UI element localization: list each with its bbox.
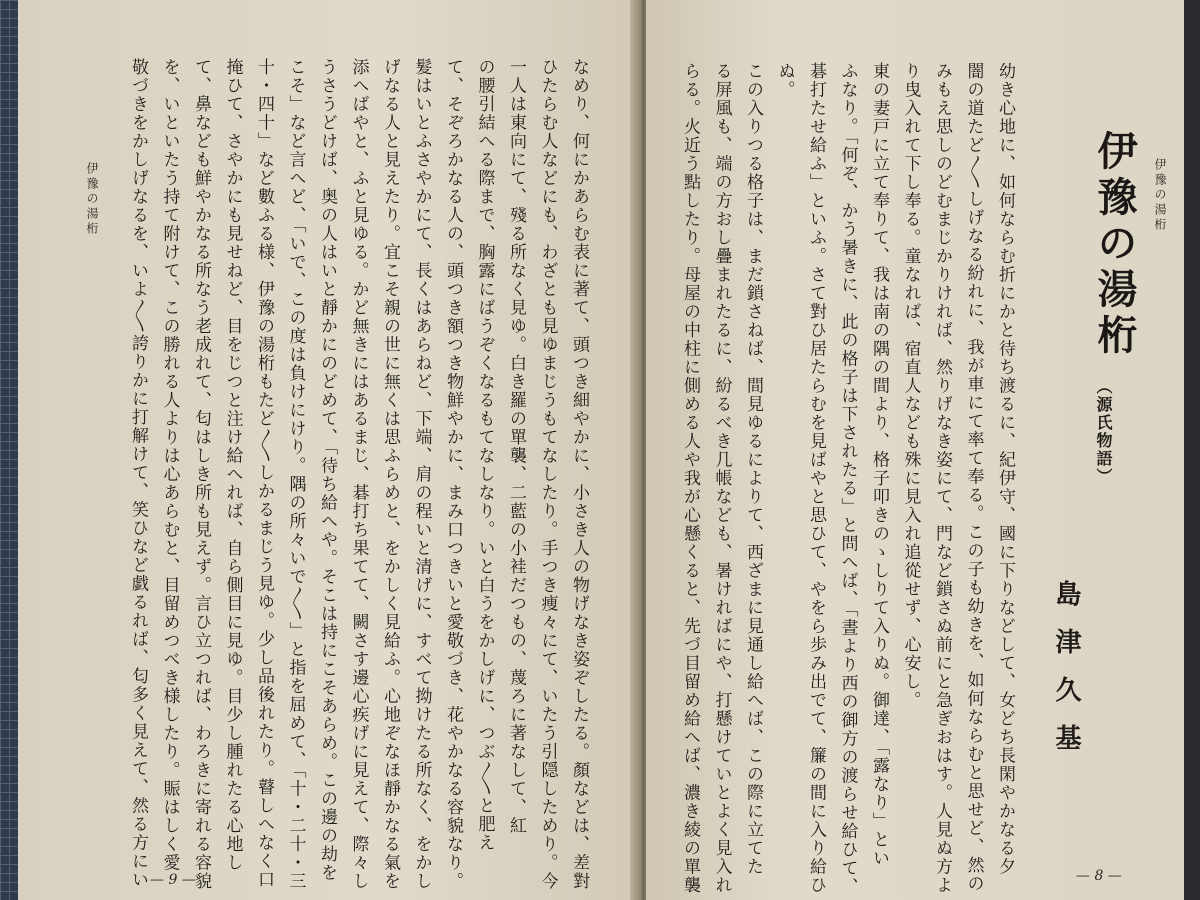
author-name: 島津久基 [1051,580,1081,772]
text-column: る屏風も、端の方おし疊まれたるに、紛るべき几帳なども、暑ければにや、打懸けていとよく見入れ [711,62,732,895]
text-column: 碁打たせ給ふ」といふ。さて對ひ居たらむを見ばやと思ひて、やをら歩み出でて、簾の間に入り給ひ [806,62,826,895]
running-header: 伊豫の湯桁 [1153,158,1167,233]
text-column: 闇の道たど〳〵しげなる紛れに、我が車にて率て奉る。この子も幼きを、如何ならむと思せど、然の [963,62,984,893]
text-column: 添へばやと、ふと見ゆる。かど無きにはあるまじ、碁打ち果てて、闕さす邊心疾げに見えて、際々し [348,58,369,891]
text-column: 敬づきをかしげなるを、いよ〳〵誇りかに打解けて、笑ひなど戯るれば、匂多く見えて、然る方にい [128,58,148,889]
page-number: — 9 — [150,872,196,888]
text-column: こそ」など言へど、「いで、この度は負けにけり。隅の所々いで〳〵」と指を屈めて、「十・二十・三 [285,58,306,891]
text-column: り曳入れて下し奉る。童なれば、宿直人なども殊に見入れ追從せず、心安し。 [900,62,921,710]
text-column: を、いといたう持て附けて、この勝れる人よりは心あらむと、目留めつべき様したり。賑はしく愛 [159,58,180,872]
text-column: 幼き心地に、如何ならむ折にかと待ち渡るに、紀伊守、國に下りなどして、女どち長閑やかなる夕 [995,62,1015,876]
text-column: て、鼻なども鮮やかなる所なう老成れて、匂はしき所も見えず。言ひ立つれば、わろきに寄れる容貌 [191,58,211,891]
page-subtitle: （源氏物語） [1094,378,1113,486]
text-column: らる。火近う點したり。母屋の中柱に側める人や我が心懸くると、先づ目留め給へば、濃き綾の單襲 [680,62,700,895]
background-edge [1184,0,1200,900]
left-page [18,0,640,900]
text-column: うさうどけば、奥の人はいと靜かにのどめて、「待ち給へや。そこは持にこそあらめ。この邊の劫を [317,58,337,882]
text-column: 髮はいとふさやかにて、長くはあらねど、下端、肩の程いと清げに、すべて拗けたる所なく、をかし [411,58,432,891]
text-column: なめり、何にかあらむ表に著て、頭つき細やかに、小さき人の物げなき姿ぞしたる。顏などは、差對 [569,58,589,891]
text-column: て、そぞろかなる人の、頭つき額つき物鮮やかに、まみ口つきいと愛敬づき、花やかなる容貌なり。 [443,58,463,891]
text-column: 掩ひて、さやかにも見せねど、目をじつと注け給へれば、自ら側目に見ゆ。目少し腫れたる心地し [222,58,243,872]
text-column: げなる人と見えたり。宜こそ親の世に無くは思ふらめと、をかしく見給ふ。心地ぞなほ靜かなる氣を [380,58,400,891]
text-column: の腰引結へる際まで、胸露にばうぞくなるもてなしなり。いと白うをかしげに、つぶ〳〵と肥え [474,58,495,852]
text-column: みもえ思しのどむまじかりければ、然りげなき姿にて、門など鎖さぬ前にと急ぎおはす。人見ぬ方よ [932,62,952,895]
page-number: — 8 — [1076,868,1122,884]
page-title: 伊豫の湯桁 [1091,130,1138,360]
text-column: ぬ。 [774,62,795,99]
cutting-mat [0,0,18,900]
right-page [646,0,1184,900]
text-column: 東の妻戸に立て奉りて、我は南の隅の間より、格子叩きのゝしりて入りぬ。御達、「露なり」とい [869,62,889,868]
text-column: ひたらむ人などにも、わざとも見ゆまじうもてなしたり。手つき痩々にて、いたう引隠しためり。今 [537,58,558,891]
text-column: 一人は東向にて、殘る所なく見ゆ。白き羅の單襲、二藍の小袿だつもの、蔑ろに著なして、紅 [506,58,526,835]
running-header: 伊豫の湯桁 [85,162,99,237]
text-column: 十・四十」など數ふる様、伊豫の湯桁もたど〳〵しかるまじう見ゆ。少し品後れたり。瞽しへなく口 [254,58,274,889]
text-column: この入りつる格子は、まだ鎖さねば、間見ゆるによりて、西ざまに見通し給へば、この際に立てた [743,62,763,876]
text-column: ふなり。「何ぞ、かう暑きに、此の格子は下されたる」と問へば、「晝より西の御方の渡らせ給ひて、 [837,62,858,896]
